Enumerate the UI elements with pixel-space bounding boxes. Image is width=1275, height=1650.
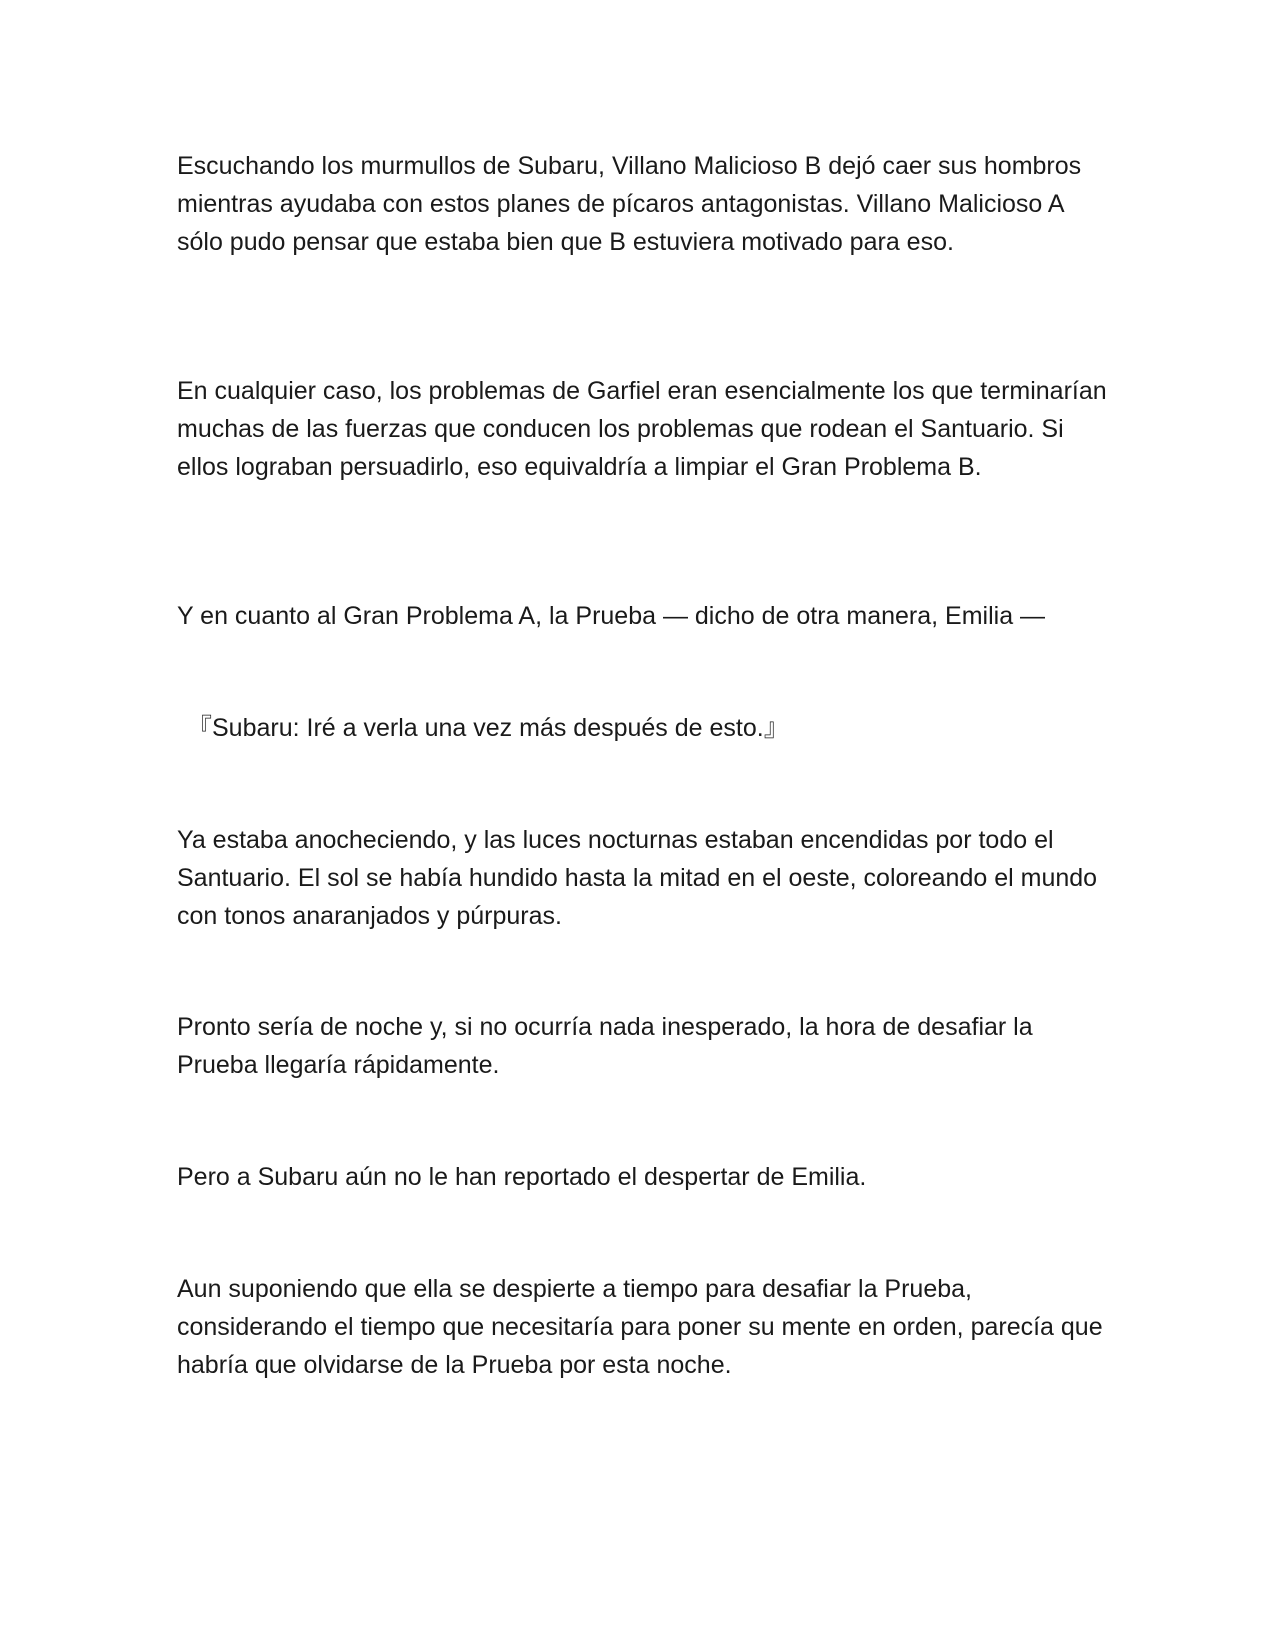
paragraph-5: Ya estaba anocheciendo, y las luces nocturnas estaban encendidas por todo el Santuario. El sol se había hundido hasta la mitad en el oeste, coloreando el mundo con tonos anaranjados y púrpuras.	[177, 826, 1098, 930]
paragraph-6: Pronto sería de noche y, si no ocurría nada inesperado, la hora de desafiar la Prueba llegaría rápidamente.	[177, 1013, 1033, 1079]
paragraph-1: Escuchando los murmullos de Subaru, Villano Malicioso B dejó caer sus hombros mientras ayudaba con estos planes de pícaros antagonistas. Villano Malicioso A sólo pudo pensar que estaba bien que B estuviera motivado para eso.	[177, 152, 1082, 256]
paragraph-7: Pero a Subaru aún no le han reportado el despertar de Emilia.	[177, 1163, 867, 1191]
paragraph-2: En cualquier caso, los problemas de Garfiel eran esencialmente los que terminarían muchas de las fuerzas que conducen los problemas que rodean el Santuario. Si ellos lograban persuadirlo, eso equivaldría a limpiar el Gran Problema B.	[177, 377, 1107, 481]
paragraph-8: Aun suponiendo que ella se despierte a tiempo para desafiar la Prueba, considerando el tiempo que necesitaría para poner su mente en orden, parecía que habría que olvidarse de la Prueba por esta noche.	[177, 1275, 1103, 1379]
dialogue-line: 『Subaru: Iré a verla una vez más después de esto.』	[187, 714, 789, 742]
paragraph-3: Y en cuanto al Gran Problema A, la Prueba — dicho de otra manera, Emilia —	[177, 602, 1046, 630]
